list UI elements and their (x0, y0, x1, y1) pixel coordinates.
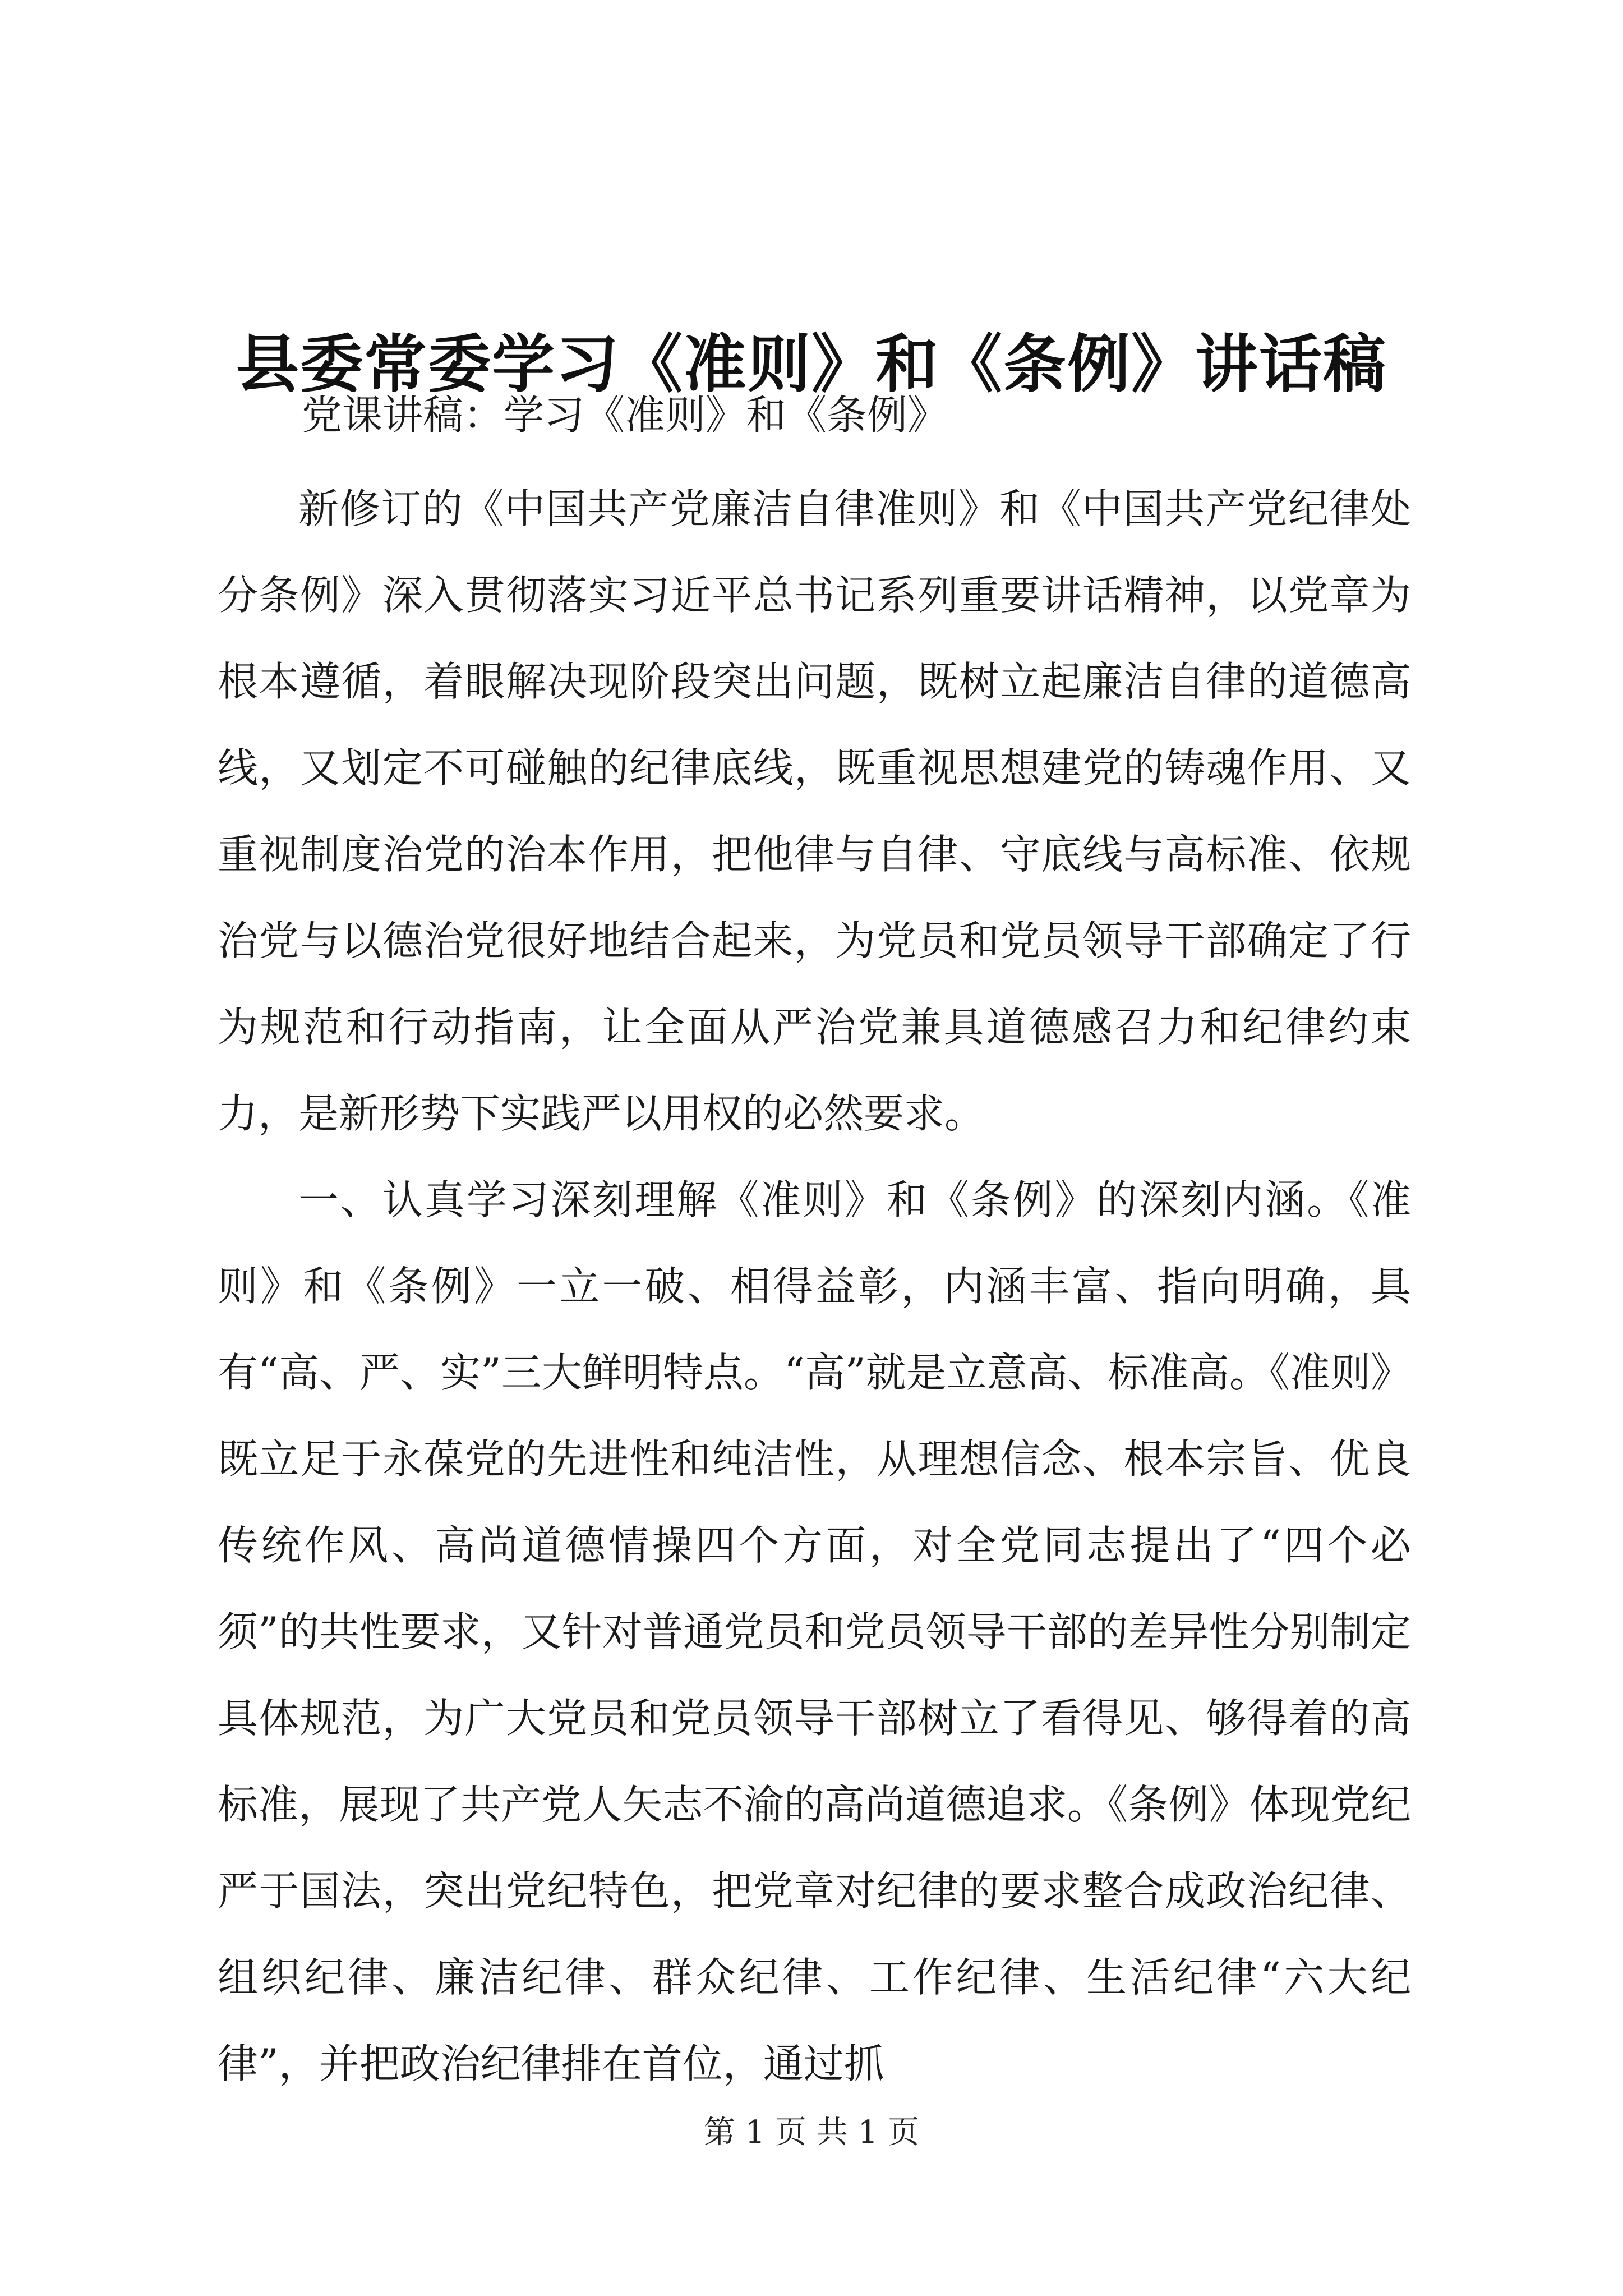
document-title: 县委常委学习《准则》和《条例》讲话稿 (236, 328, 1387, 402)
document-body (218, 466, 1411, 2107)
body-paragraph: 新修订的《中国共产党廉洁自律准则》和《中国共产党纪律处分条例》深入贯彻落实习近平总书记系列重要讲话精神，以党章为根本遵循，着眼解决现阶段突出问题，既树立起廉洁自律的道德高线，又划定不可碰触的纪律底线，既重视思想建党的铸魂作用、又重视制度治党的治本作用，把他律与自律、守底线与高标准、依规治党与以德治党很好地结合起来，为党员和党员领导干部确定了行为规范和行动指南，让全面从严治党兼具道德感召力和纪律约束力，是新形势下实践严以用权的必然要求。 (218, 485, 1411, 1137)
page-number-footer: 第 1 页 共 1 页 (703, 2114, 920, 2151)
document-subtitle: 党课讲稿：学习《准则》和《条例》 (302, 392, 948, 439)
body-paragraph: 一、认真学习深刻理解《准则》和《条例》的深刻内涵。《准则》和《条例》一立一破、相得益彰，内涵丰富、指向明确，具有“高、严、实”三大鲜明特点。“高”就是立意高、标准高。《准则》既立足于永葆党的先进性和纯洁性，从理想信念、根本宗旨、优良传统作风、高尚道德情操四个方面，对全党同志提出了“四个必须”的共性要求，又针对普通党员和党员领导干部的差异性分别制定具体规范，为广大党员和党员领导干部树立了看得见、够得着的高标准，展现了共产党人矢志不渝的高尚道德追求。《条例》体现党纪严于国法，突出党纪特色，把党章对纪律的要求整合成政治纪律、组织纪律、廉洁纪律、群众纪律、工作纪律、生活纪律“六大纪律”，并把政治纪律排在首位，通过抓 (218, 1176, 1411, 2087)
